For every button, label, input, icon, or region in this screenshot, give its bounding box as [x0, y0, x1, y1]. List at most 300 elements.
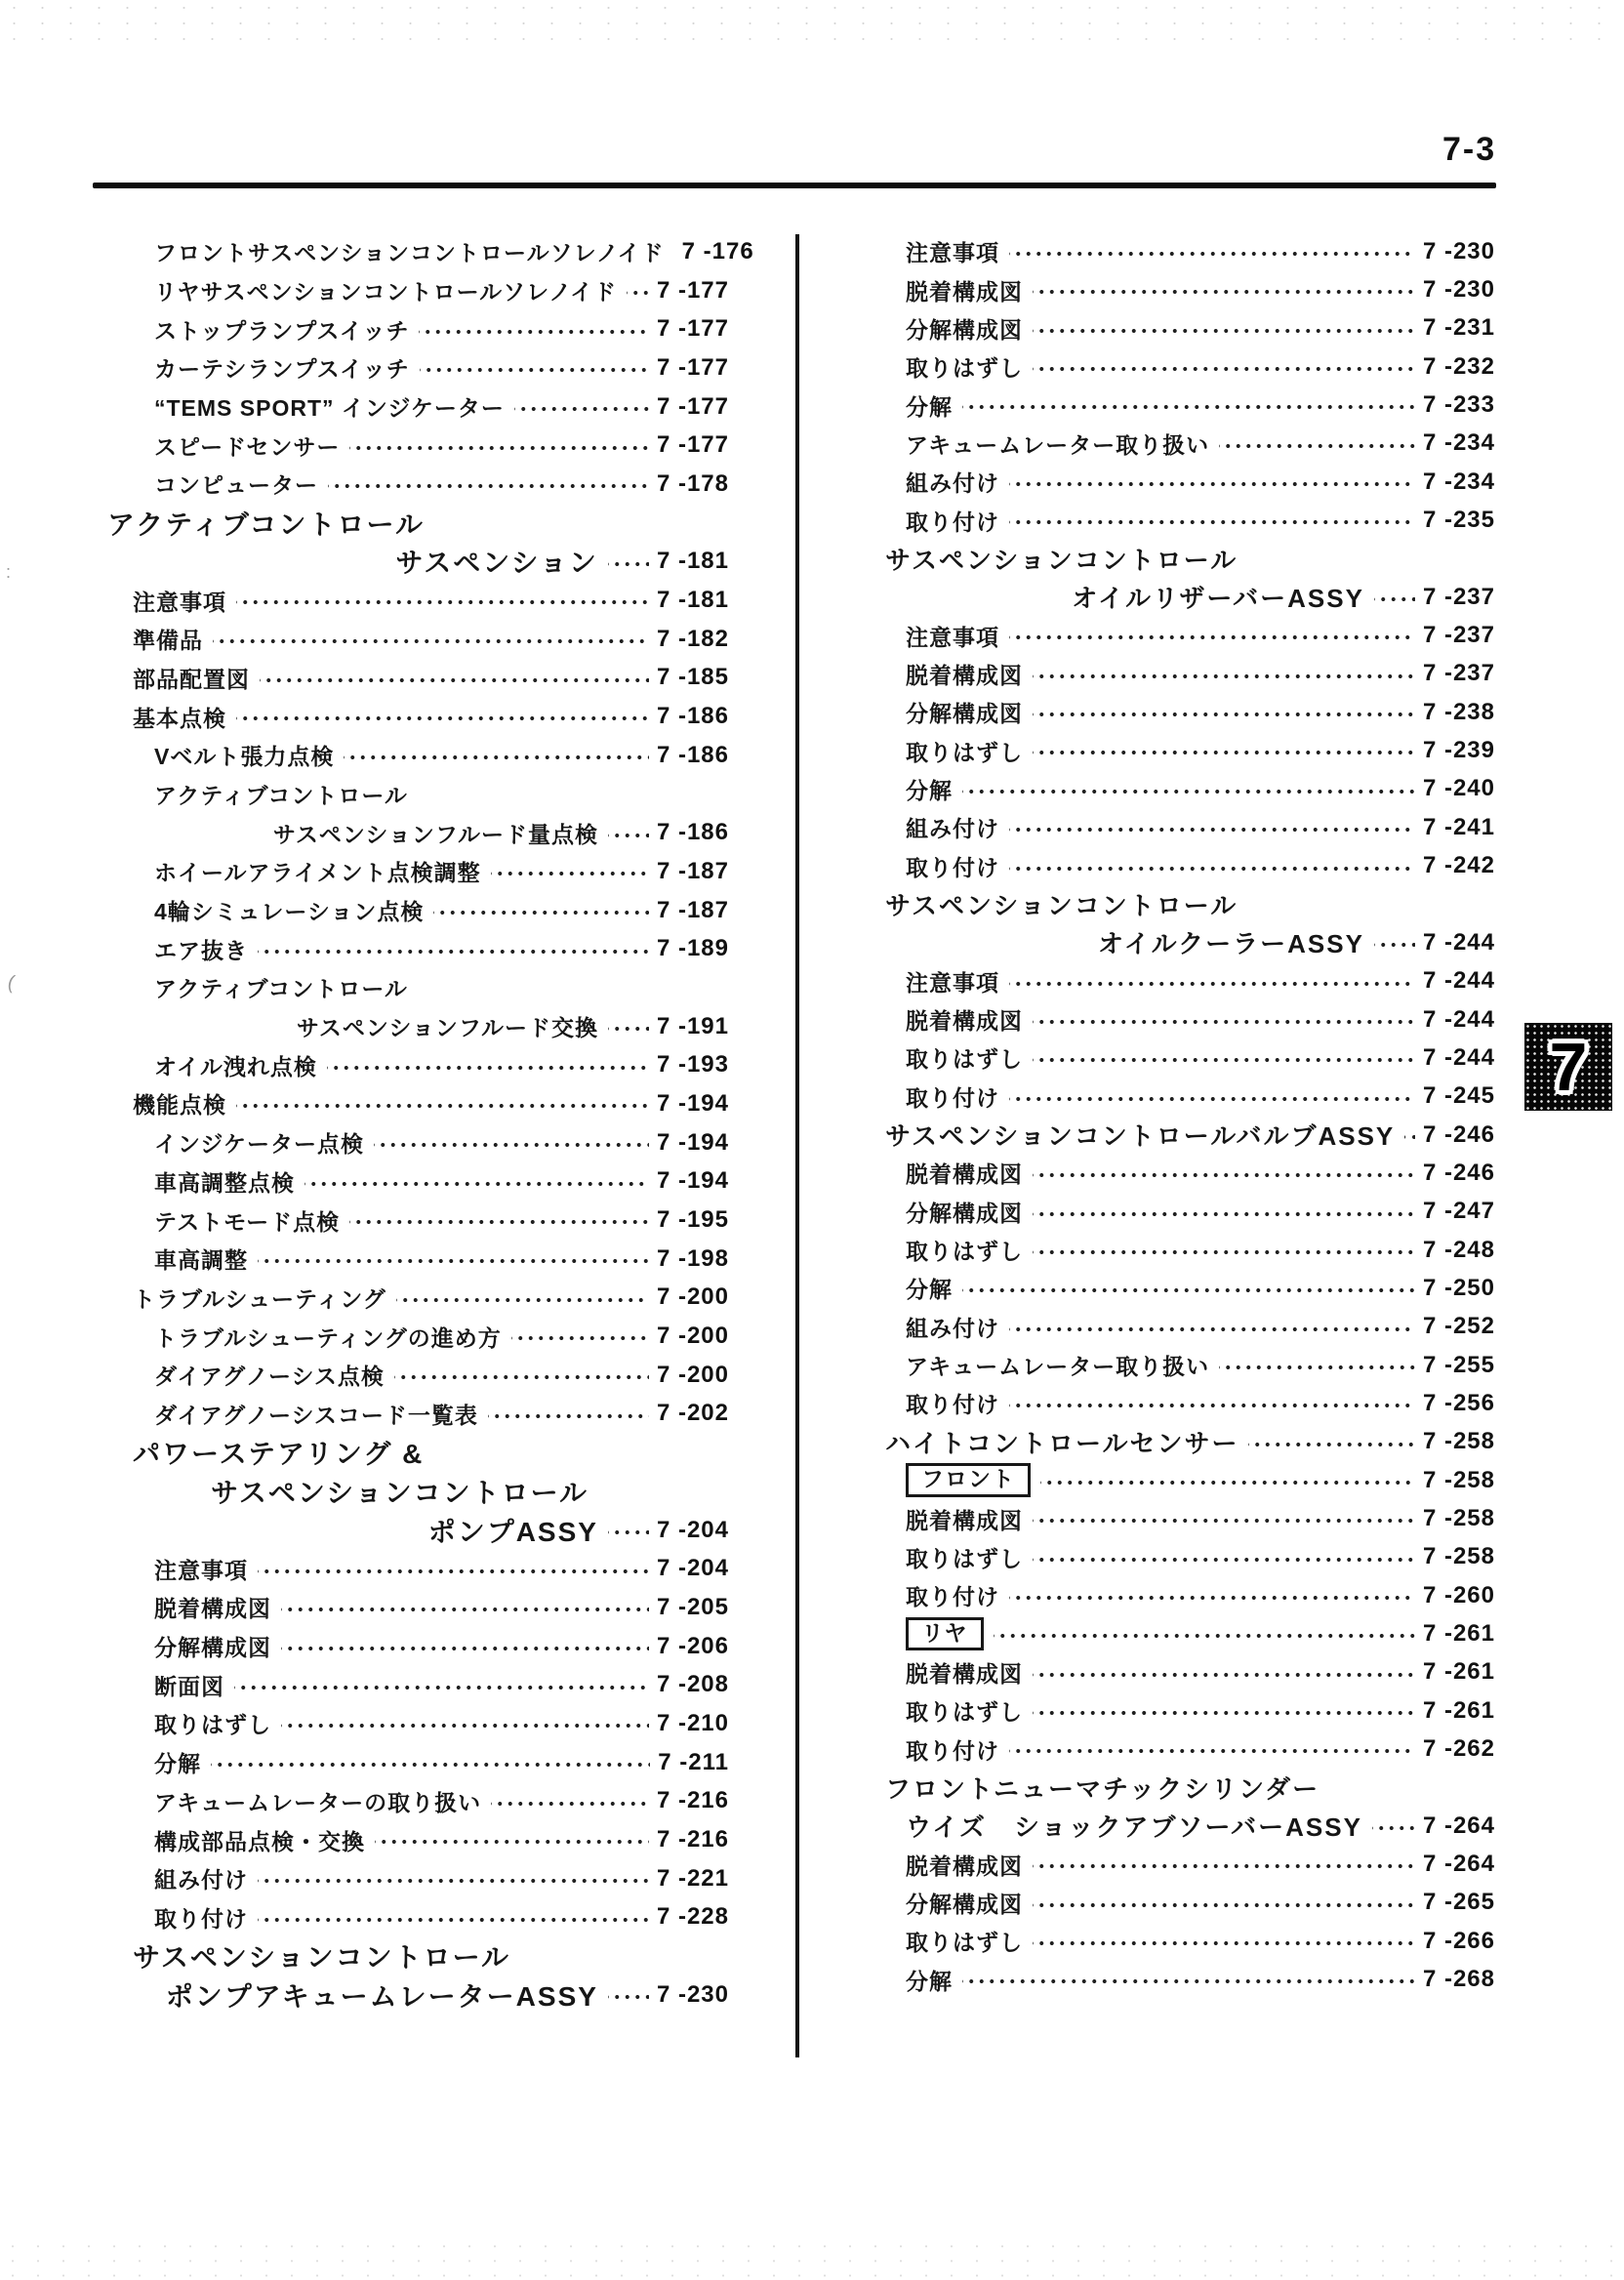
toc-label: 分解構成図 — [154, 1635, 271, 1661]
toc-row — [154, 1395, 729, 1434]
dot-leader — [1009, 232, 1415, 270]
page-ref: 7 -178 — [656, 469, 729, 497]
toc-row — [154, 309, 729, 348]
page-ref: 7 -210 — [656, 1709, 729, 1736]
dot-leader — [1009, 808, 1415, 846]
page-ref: 7 -266 — [1422, 1927, 1495, 1954]
toc-label: 分解 — [906, 1277, 953, 1303]
toc-row — [906, 616, 1495, 654]
toc-row — [154, 1356, 729, 1395]
page-ref: 7 -268 — [1422, 1966, 1495, 1993]
toc-label: 組み付け — [906, 470, 999, 497]
toc-label: サスペンションフルード交換 — [296, 1015, 598, 1041]
toc-row — [906, 425, 1495, 463]
toc-label: サスペンションコントロール — [211, 1477, 589, 1508]
toc-label: 分解構成図 — [906, 701, 1023, 727]
page-ref: 7 -187 — [656, 857, 729, 884]
toc-row — [133, 1279, 729, 1318]
toc-label-boxed: リヤ — [906, 1617, 984, 1650]
toc-row — [154, 891, 729, 930]
toc-row — [906, 1845, 1495, 1883]
page-ref: 7 -265 — [1422, 1889, 1495, 1916]
toc-row — [154, 465, 729, 504]
toc-row — [154, 1240, 729, 1279]
page-ref: 7 -200 — [656, 1323, 729, 1350]
toc-label: 取り付け — [906, 1084, 999, 1111]
toc-label: 脱着構成図 — [906, 1660, 1023, 1687]
toc-label: 取り付け — [906, 1584, 999, 1610]
toc-row — [906, 1269, 1495, 1307]
page-ref: 7 -237 — [1422, 660, 1495, 687]
page-ref: 7 -206 — [656, 1632, 729, 1659]
page-ref: 7 -195 — [656, 1206, 729, 1234]
toc-label: 注意事項 — [154, 1557, 248, 1583]
toc-label: 組み付け — [906, 816, 999, 842]
dot-leader — [962, 1960, 1415, 1998]
dot-leader — [1009, 463, 1415, 501]
toc-label: 取り付け — [906, 1392, 999, 1418]
dot-leader — [1374, 578, 1415, 616]
page-ref: 7 -186 — [656, 703, 729, 730]
dot-leader — [1404, 1116, 1415, 1154]
section-tab-number: 7 — [1549, 1029, 1588, 1105]
dot-leader — [1219, 425, 1415, 463]
dot-leader — [1033, 1922, 1415, 1960]
toc-row — [906, 770, 1495, 808]
page-ref: 7 -191 — [656, 1012, 729, 1039]
toc-label: サスペンションコントロール — [885, 545, 1238, 575]
toc-row — [906, 847, 1495, 885]
dot-leader — [1009, 1576, 1415, 1614]
toc-label: スピードセンサー — [154, 433, 341, 460]
toc-row — [211, 1472, 729, 1511]
scan-stray-mark: : — [6, 562, 12, 582]
toc-label: 構成部品点検・交換 — [154, 1828, 365, 1854]
page-ref: 7 -255 — [1422, 1351, 1495, 1378]
page-ref: 7 -234 — [1422, 429, 1495, 457]
page-ref: 7 -246 — [1422, 1120, 1495, 1148]
toc-label: トラブルシューティングの進め方 — [154, 1324, 502, 1351]
page-ref: 7 -208 — [656, 1671, 729, 1698]
toc-row — [154, 1704, 729, 1743]
page-ref: 7 -221 — [656, 1864, 729, 1892]
toc-label-boxed: フロント — [906, 1463, 1031, 1496]
page-ref: 7 -177 — [656, 353, 729, 381]
page-ref: 7 -177 — [656, 431, 729, 459]
page-ref: 7 -185 — [656, 664, 729, 691]
dot-leader — [1033, 270, 1415, 308]
page-ref: 7 -252 — [1422, 1313, 1495, 1340]
dot-leader — [1009, 1384, 1415, 1422]
toc-row — [906, 1499, 1495, 1537]
page-ref: 7 -244 — [1422, 1005, 1495, 1033]
section-tab — [1524, 1023, 1612, 1111]
dot-leader — [375, 1820, 649, 1859]
dot-leader — [1033, 1231, 1415, 1269]
toc-label: 組み付け — [906, 1315, 999, 1341]
toc-label: 分解 — [906, 393, 953, 420]
dot-leader — [213, 620, 649, 659]
dot-leader — [281, 1588, 649, 1627]
toc-label: 取り付け — [906, 1737, 999, 1764]
toc-row — [906, 808, 1495, 846]
page-ref: 7 -200 — [656, 1283, 729, 1311]
toc-label: 脱着構成図 — [906, 1008, 1023, 1035]
toc-row — [133, 1936, 729, 1975]
dot-leader — [374, 1123, 649, 1162]
toc-label: アキュームレーター取り扱い — [906, 1354, 1210, 1380]
dot-leader — [1033, 1884, 1415, 1922]
toc-row — [133, 1084, 729, 1123]
page-ref: 7 -204 — [656, 1516, 729, 1543]
page-ref: 7 -234 — [1422, 468, 1495, 495]
dot-leader — [419, 309, 648, 348]
dot-leader — [396, 1279, 649, 1318]
dot-leader — [1033, 1154, 1415, 1192]
page-ref: 7 -237 — [1422, 583, 1495, 610]
toc-row — [885, 1116, 1495, 1154]
toc-row — [154, 1588, 729, 1627]
page-number-label: 7-3 — [1442, 131, 1497, 168]
toc-row — [133, 659, 729, 698]
toc-label: フロントサスペンションコントロールソレノイド — [154, 240, 665, 266]
page-ref: 7 -204 — [656, 1555, 729, 1582]
dot-leader — [1033, 1845, 1415, 1883]
dot-leader — [1219, 1346, 1415, 1384]
toc-row — [885, 1423, 1495, 1461]
dot-leader — [1033, 1538, 1415, 1576]
dot-leader — [258, 1240, 649, 1279]
toc-row — [154, 929, 729, 968]
dot-leader — [1009, 616, 1415, 654]
page-ref: 7 -260 — [1422, 1581, 1495, 1608]
toc-row — [906, 962, 1495, 1000]
page-ref: 7 -261 — [1422, 1696, 1495, 1724]
dot-leader — [1033, 1193, 1415, 1231]
toc-label: インジケーター点検 — [154, 1131, 364, 1158]
toc-row — [94, 543, 729, 582]
scan-noise-top — [0, 0, 1624, 53]
toc-label: 注意事項 — [133, 589, 226, 615]
dot-leader — [608, 1511, 649, 1550]
toc-row — [906, 501, 1495, 539]
dot-leader — [1033, 1038, 1415, 1077]
toc-row — [154, 1782, 729, 1821]
toc-row — [154, 232, 754, 271]
dot-leader — [1009, 1078, 1415, 1116]
dot-leader — [281, 1627, 649, 1666]
dot-leader — [420, 348, 649, 387]
page-ref: 7 -230 — [1422, 237, 1495, 265]
toc-row — [906, 693, 1495, 731]
dot-leader — [236, 1084, 649, 1123]
toc-label: 車高調整点検 — [154, 1169, 295, 1196]
toc-row — [154, 1820, 729, 1859]
toc-row — [154, 1665, 729, 1704]
page-ref: 7 -261 — [1422, 1620, 1495, 1648]
toc-row — [154, 1123, 729, 1162]
dot-leader — [491, 1782, 649, 1821]
toc-row — [133, 620, 729, 659]
toc-label: 取りはずし — [906, 1545, 1023, 1571]
toc-label: オイルリザーバーASSY — [1072, 584, 1364, 614]
dot-leader — [488, 1395, 649, 1434]
page-ref: 7 -250 — [1422, 1274, 1495, 1301]
toc-label: 注意事項 — [906, 240, 999, 266]
toc-label: 取り付け — [906, 854, 999, 880]
dot-leader — [433, 891, 649, 930]
dot-leader — [1374, 923, 1415, 961]
toc-row — [906, 1154, 1495, 1192]
page-ref: 7 -177 — [656, 392, 729, 420]
toc-row — [906, 309, 1495, 347]
toc-label: 取りはずし — [906, 1046, 1023, 1073]
dot-leader — [260, 659, 649, 698]
toc-label: 組み付け — [154, 1867, 248, 1893]
toc-label: 脱着構成図 — [906, 1161, 1023, 1188]
toc-row — [906, 1193, 1495, 1231]
dot-leader — [608, 1007, 649, 1046]
page-ref: 7 -177 — [656, 276, 729, 304]
page-ref: 7 -181 — [656, 548, 729, 575]
toc-label: 脱着構成図 — [906, 1852, 1023, 1879]
toc-label: ハイトコントロールセンサー — [885, 1428, 1239, 1458]
toc-label: テストモード点検 — [154, 1208, 341, 1235]
dot-leader — [1033, 309, 1415, 347]
page-ref: 7 -233 — [1422, 391, 1495, 419]
dot-leader — [627, 271, 649, 310]
dot-leader — [1033, 1499, 1415, 1537]
toc-label: 取りはずし — [906, 1699, 1023, 1726]
toc-label: 準備品 — [133, 628, 203, 654]
toc-label: 4輪シミュレーション点検 — [154, 899, 425, 925]
dot-leader — [491, 852, 649, 891]
toc-label: 取り付け — [906, 509, 999, 535]
page-ref: 7 -261 — [1422, 1658, 1495, 1686]
toc-label: アクティブコントロール — [154, 976, 408, 1002]
page-ref: 7 -239 — [1422, 737, 1495, 764]
page-ref: 7 -202 — [656, 1400, 729, 1427]
toc-row — [154, 1549, 729, 1588]
toc-label: 分解構成図 — [906, 316, 1023, 343]
toc-label: 注意事項 — [906, 624, 999, 650]
dot-leader — [608, 1975, 649, 2015]
page-ref: 7 -230 — [1422, 276, 1495, 304]
page-ref: 7 -230 — [656, 1980, 729, 2008]
toc-label: ウイズ ショックアブソーバーASSY — [906, 1812, 1362, 1843]
dot-leader — [281, 1704, 649, 1743]
toc-label: パワーステアリング & — [133, 1439, 425, 1470]
toc-label: アキュームレーター取り扱い — [906, 431, 1210, 458]
dot-leader — [234, 1665, 649, 1704]
page-ref: 7 -240 — [1422, 775, 1495, 802]
toc-row — [154, 1743, 729, 1782]
dot-leader — [258, 1898, 649, 1937]
toc-row — [133, 697, 729, 736]
toc-row — [906, 347, 1495, 386]
toc-row — [154, 736, 729, 775]
page-ref: 7 -194 — [656, 1128, 729, 1156]
dot-leader — [608, 813, 649, 852]
dot-leader — [1009, 501, 1415, 539]
toc-label: サスペンション — [395, 548, 598, 579]
toc-label: ポンプアキュームレーターASSY — [165, 1980, 598, 2012]
dot-leader — [304, 1162, 649, 1201]
toc-row — [154, 1627, 729, 1666]
toc-label: サスペンションコントロール — [133, 1942, 511, 1974]
dot-leader — [994, 1614, 1415, 1652]
toc-row — [94, 1975, 729, 2015]
toc-row — [906, 1614, 1495, 1652]
header-rule — [93, 183, 1496, 188]
dot-leader — [1040, 1461, 1415, 1499]
toc-label: 注意事項 — [906, 969, 999, 996]
toc-label: 取りはずし — [154, 1712, 271, 1738]
toc-label: ダイアグノーシス点検 — [154, 1364, 385, 1390]
page-ref: 7 -245 — [1422, 1082, 1495, 1110]
page-ref: 7 -241 — [1422, 813, 1495, 840]
toc-row — [885, 578, 1495, 616]
page-ref: 7 -187 — [656, 896, 729, 923]
toc-row — [906, 1308, 1495, 1346]
toc-row — [906, 1038, 1495, 1077]
toc-row — [94, 1007, 729, 1046]
toc-label: 取りはずし — [906, 1239, 1023, 1265]
toc-label: ホイールアライメント点検調整 — [154, 860, 481, 886]
page-ref: 7 -177 — [656, 315, 729, 343]
toc-row — [154, 1859, 729, 1898]
page-ref: 7 -216 — [656, 1826, 729, 1853]
toc-row — [885, 1769, 1495, 1807]
page-ref: 7 -258 — [1422, 1428, 1495, 1455]
toc-row — [154, 348, 729, 387]
toc-label: “TEMS SPORT” インジケーター — [154, 395, 505, 422]
page-ref: 7 -244 — [1422, 967, 1495, 995]
toc-label: 取りはずし — [906, 739, 1023, 765]
column-divider — [795, 234, 799, 2057]
dot-leader — [608, 543, 649, 582]
dot-leader — [1248, 1423, 1414, 1461]
page-ref: 7 -235 — [1422, 507, 1495, 534]
toc-row — [906, 1346, 1495, 1384]
toc-row — [94, 1511, 729, 1550]
dot-leader — [1009, 1308, 1415, 1346]
dot-leader — [1033, 731, 1415, 769]
dot-leader — [1009, 1730, 1415, 1768]
page-ref: 7 -262 — [1422, 1735, 1495, 1763]
toc-label: 分解 — [906, 777, 953, 803]
toc-row — [906, 1461, 1495, 1499]
toc-row — [906, 1807, 1495, 1845]
toc-label: 分解 — [154, 1751, 201, 1777]
page-ref: 7 -242 — [1422, 852, 1495, 879]
page-ref: 7 -182 — [656, 625, 729, 652]
toc-row — [906, 1922, 1495, 1960]
page-ref: 7 -244 — [1422, 928, 1495, 956]
page-ref: 7 -258 — [1422, 1505, 1495, 1532]
dot-leader — [236, 581, 649, 620]
toc-row — [906, 1653, 1495, 1691]
toc-label: 分解構成図 — [906, 1891, 1023, 1917]
dot-leader — [258, 1549, 649, 1588]
page-ref: 7 -238 — [1422, 698, 1495, 725]
page-ref: 7 -248 — [1422, 1236, 1495, 1263]
dot-leader — [962, 770, 1415, 808]
page-ref: 7 -186 — [656, 741, 729, 768]
toc-label: エア抜き — [154, 937, 248, 963]
scan-noise-bottom — [0, 2239, 1624, 2280]
toc-row — [154, 1898, 729, 1937]
toc-row — [906, 1231, 1495, 1269]
dot-leader — [511, 1317, 649, 1356]
page-ref: 7 -211 — [658, 1748, 729, 1775]
toc-column-right — [885, 232, 1495, 1999]
page-ref: 7 -205 — [656, 1593, 729, 1620]
toc-row — [906, 1538, 1495, 1576]
toc-label: 車高調整 — [154, 1247, 248, 1274]
dot-leader — [349, 1201, 649, 1240]
toc-row — [154, 387, 729, 427]
page-ref: 7 -228 — [656, 1903, 729, 1931]
toc-label: 分解 — [906, 1968, 953, 1994]
toc-row — [154, 1201, 729, 1240]
page-ref: 7 -244 — [1422, 1043, 1495, 1071]
toc-label: コンピューター — [154, 472, 318, 499]
toc-row — [906, 1730, 1495, 1768]
toc-row — [885, 885, 1495, 923]
toc-column-left — [94, 232, 754, 2015]
dot-leader — [1033, 1653, 1415, 1691]
toc-label: リヤサスペンションコントロールソレノイド — [154, 279, 618, 305]
toc-label: 脱着構成図 — [906, 662, 1023, 688]
toc-label: オイルクーラーASSY — [1097, 929, 1364, 959]
toc-label: 脱着構成図 — [154, 1596, 271, 1622]
page-ref: 7 -194 — [656, 1167, 729, 1195]
dot-leader — [1033, 655, 1415, 693]
toc-row — [906, 1000, 1495, 1038]
toc-label: ポンプASSY — [427, 1516, 598, 1547]
dot-leader — [258, 1859, 649, 1898]
toc-row — [154, 271, 729, 310]
dot-leader — [1009, 847, 1415, 885]
toc-label: ダイアグノーシスコード一覧表 — [154, 1402, 478, 1428]
scan-stray-mark: ( — [5, 971, 17, 995]
toc-row — [885, 923, 1495, 961]
toc-label: 分解構成図 — [906, 1200, 1023, 1226]
toc-row — [133, 1433, 729, 1472]
toc-label: オイル洩れ点検 — [154, 1053, 317, 1079]
toc-row — [94, 813, 729, 852]
toc-row — [154, 775, 729, 814]
toc-row — [906, 1078, 1495, 1116]
toc-row — [154, 1162, 729, 1201]
toc-label: 機能点検 — [133, 1092, 226, 1119]
page-ref: 7 -247 — [1422, 1198, 1495, 1225]
page-ref: 7 -264 — [1422, 1812, 1495, 1839]
toc-label: アクティブコントロール — [107, 509, 425, 540]
toc-label: 脱着構成図 — [906, 278, 1023, 305]
toc-label: サスペンションコントロール — [885, 891, 1238, 921]
toc-row — [906, 270, 1495, 308]
toc-row — [906, 1691, 1495, 1730]
page-ref: 7 -176 — [681, 237, 754, 265]
page-ref: 7 -189 — [656, 935, 729, 962]
toc-row — [107, 504, 729, 543]
toc-label: 断面図 — [154, 1673, 224, 1699]
toc-row — [154, 426, 729, 465]
toc-row — [885, 540, 1495, 578]
dot-leader — [1033, 693, 1415, 731]
